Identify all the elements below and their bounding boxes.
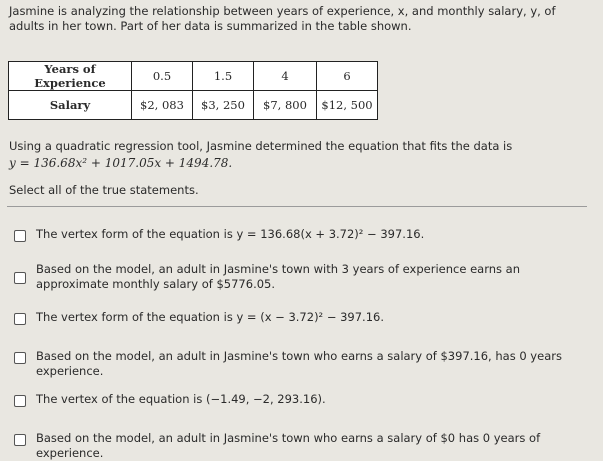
instruction-text: Select all of the true statements. [9, 183, 199, 197]
option-text: Based on the model, an adult in Jasmine's town with 3 years of experience earns an approximate monthly salary of $5776.05. [36, 262, 520, 291]
checkbox[interactable] [14, 313, 26, 325]
option-text: The vertex form of the equation is y = 136.68(x + 3.72)² − 397.16. [36, 227, 425, 241]
table-cell: 0.5 [132, 62, 193, 91]
regression-equation: y = 136.68x² + 1017.05x + 1494.78. [9, 156, 233, 170]
row-header: Years of Experience [9, 62, 132, 91]
row-header: Salary [9, 91, 132, 120]
table-cell: $3, 250 [193, 91, 254, 120]
data-table [8, 61, 378, 120]
option-text: The vertex of the equation is (−1.49, −2, 293.16). [36, 392, 326, 406]
table-cell: $2, 083 [132, 91, 193, 120]
checkbox[interactable] [14, 352, 26, 364]
option-text: Based on the model, an adult in Jasmine's town who earns a salary of $397.16, has 0 years experience. [36, 349, 562, 378]
checkbox[interactable] [14, 272, 26, 284]
table-cell: $12, 500 [317, 91, 378, 120]
checkbox[interactable] [14, 434, 26, 446]
checkbox[interactable] [14, 230, 26, 242]
option-text: The vertex form of the equation is y = (x − 3.72)² − 397.16. [36, 310, 385, 324]
option-text: Based on the model, an adult in Jasmine's town who earns a salary of $0 has 0 years of experience. [36, 431, 541, 460]
table-cell: $7, 800 [254, 91, 317, 120]
problem-intro: Jasmine is analyzing the relationship between years of experience, x, and monthly salary, y, of adults in her town. Part of her data is summarized in the table shown. [9, 4, 556, 33]
table-cell: 6 [317, 62, 378, 91]
regression-text: Using a quadratic regression tool, Jasmine determined the equation that fits the data is [9, 139, 513, 153]
table-row [9, 62, 378, 91]
table-row [9, 91, 378, 120]
table-cell: 1.5 [193, 62, 254, 91]
checkbox[interactable] [14, 395, 26, 407]
table-cell: 4 [254, 62, 317, 91]
divider [7, 206, 587, 207]
